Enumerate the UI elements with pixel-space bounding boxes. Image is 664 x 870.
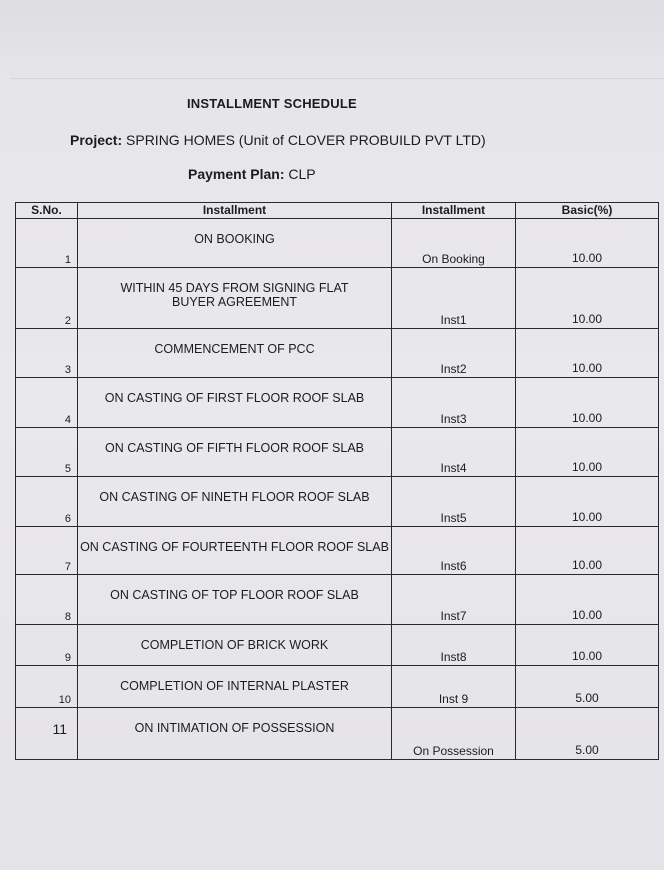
table-row — [16, 219, 659, 268]
table-row — [16, 477, 659, 527]
cell-sno: 8 — [16, 575, 78, 625]
cell-description: WITHIN 45 DAYS FROM SIGNING FLAT BUYER AGREEMENT — [78, 268, 392, 329]
table-row — [16, 666, 659, 708]
sheet-edge — [10, 78, 664, 79]
cell-sno: 1 — [16, 219, 78, 268]
plan-label: Payment Plan: — [188, 166, 285, 182]
table-row — [16, 575, 659, 625]
table-row — [16, 625, 659, 666]
cell-installment: Inst 9 — [392, 666, 516, 708]
cell-sno: 3 — [16, 329, 78, 378]
cell-installment: On Booking — [392, 219, 516, 268]
cell-description: ON INTIMATION OF POSSESSION — [78, 708, 392, 760]
cell-description: COMPLETION OF INTERNAL PLASTER — [78, 666, 392, 708]
cell-basic: 10.00 — [516, 219, 659, 268]
cell-sno: 7 — [16, 527, 78, 575]
cell-installment: On Possession — [392, 708, 516, 760]
cell-basic: 10.00 — [516, 329, 659, 378]
cell-basic: 10.00 — [516, 625, 659, 666]
cell-description: ON CASTING OF FIRST FLOOR ROOF SLAB — [78, 378, 392, 428]
cell-description: COMMENCEMENT OF PCC — [78, 329, 392, 378]
cell-installment: Inst2 — [392, 329, 516, 378]
header-installment: Installment — [78, 203, 392, 219]
cell-sno: 9 — [16, 625, 78, 666]
header-basic: Basic(%) — [516, 203, 659, 219]
cell-installment: Inst4 — [392, 428, 516, 477]
table-row — [16, 428, 659, 477]
table-row — [16, 268, 659, 329]
plan-value: CLP — [288, 166, 316, 182]
project-line — [70, 132, 486, 148]
cell-sno: 11 — [16, 708, 78, 760]
cell-basic: 5.00 — [516, 708, 659, 760]
cell-description: ON CASTING OF TOP FLOOR ROOF SLAB — [78, 575, 392, 625]
table-row — [16, 708, 659, 760]
cell-description: ON CASTING OF FIFTH FLOOR ROOF SLAB — [78, 428, 392, 477]
document-title: INSTALLMENT SCHEDULE — [187, 96, 357, 111]
cell-installment: Inst3 — [392, 378, 516, 428]
cell-basic: 10.00 — [516, 477, 659, 527]
cell-installment: Inst8 — [392, 625, 516, 666]
cell-sno: 10 — [16, 666, 78, 708]
cell-description: ON CASTING OF NINETH FLOOR ROOF SLAB — [78, 477, 392, 527]
cell-description: ON CASTING OF FOURTEENTH FLOOR ROOF SLAB — [78, 527, 392, 575]
cell-description: ON BOOKING — [78, 219, 392, 268]
cell-sno: 6 — [16, 477, 78, 527]
cell-description: COMPLETION OF BRICK WORK — [78, 625, 392, 666]
cell-sno: 2 — [16, 268, 78, 329]
project-value: SPRING HOMES (Unit of CLOVER PROBUILD PVT LTD) — [126, 132, 486, 148]
cell-basic: 10.00 — [516, 575, 659, 625]
cell-installment: Inst6 — [392, 527, 516, 575]
cell-installment: Inst1 — [392, 268, 516, 329]
table-row — [16, 329, 659, 378]
header-sno: S.No. — [16, 203, 78, 219]
table-header-row — [16, 203, 659, 219]
cell-sno: 5 — [16, 428, 78, 477]
table-row — [16, 527, 659, 575]
cell-installment: Inst7 — [392, 575, 516, 625]
cell-basic: 5.00 — [516, 666, 659, 708]
cell-basic: 10.00 — [516, 527, 659, 575]
table-row — [16, 378, 659, 428]
cell-installment: Inst5 — [392, 477, 516, 527]
header-installment-code: Installment — [392, 203, 516, 219]
cell-basic: 10.00 — [516, 428, 659, 477]
cell-sno: 4 — [16, 378, 78, 428]
installment-table — [15, 202, 659, 760]
project-label: Project: — [70, 132, 123, 148]
cell-basic: 10.00 — [516, 268, 659, 329]
payment-plan-line — [188, 166, 316, 182]
cell-basic: 10.00 — [516, 378, 659, 428]
